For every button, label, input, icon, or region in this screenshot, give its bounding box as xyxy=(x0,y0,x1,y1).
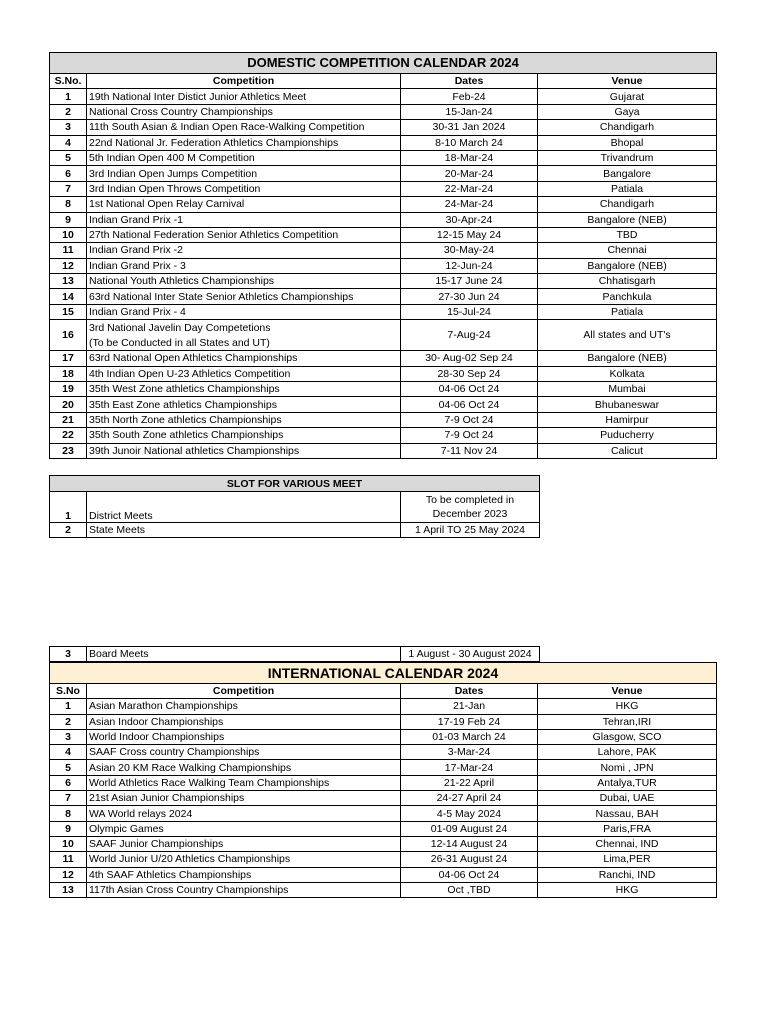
table-row xyxy=(50,867,717,882)
row-dates: 30-May-24 xyxy=(401,243,538,258)
row-competition: 39th Junoir National athletics Championships xyxy=(87,443,401,458)
row-sno: 5 xyxy=(50,760,87,775)
table-row xyxy=(50,197,717,212)
table-row xyxy=(50,320,717,351)
row-competition: World Junior U/20 Athletics Championships xyxy=(87,852,401,867)
row-venue: Bhubaneswar xyxy=(538,397,717,412)
table-row xyxy=(50,181,717,196)
row-dates: 3-Mar-24 xyxy=(401,745,538,760)
row-venue: Chandigarh xyxy=(538,120,717,135)
row-competition: 3rd Indian Open Jumps Competition xyxy=(87,166,401,181)
row-competition: 63rd National Open Athletics Championships xyxy=(87,351,401,366)
row-venue: Chennai, IND xyxy=(538,836,717,851)
row-sno: 21 xyxy=(50,412,87,427)
table-row xyxy=(50,523,540,538)
row-sno: 3 xyxy=(50,120,87,135)
slot-sno: 1 xyxy=(50,492,87,523)
row-sno: 2 xyxy=(50,104,87,119)
row-dates: 15-17 June 24 xyxy=(401,274,538,289)
row-competition: 3rd Indian Open Throws Competition xyxy=(87,181,401,196)
row-sno: 10 xyxy=(50,836,87,851)
header-competition: Competition xyxy=(87,684,401,699)
slot-period: 1 August - 30 August 2024 xyxy=(401,647,540,662)
row-competition: 35th South Zone athletics Championships xyxy=(87,428,401,443)
row-competition: Olympic Games xyxy=(87,821,401,836)
row-competition: 27th National Federation Senior Athletics Competition xyxy=(87,227,401,242)
row-dates: 04-06 Oct 24 xyxy=(401,382,538,397)
row-dates: 4-5 May 2024 xyxy=(401,806,538,821)
row-dates: 04-06 Oct 24 xyxy=(401,397,538,412)
row-venue: HKG xyxy=(538,699,717,714)
row-dates: 22-Mar-24 xyxy=(401,181,538,196)
row-venue: Ranchi, IND xyxy=(538,867,717,882)
row-competition: 35th West Zone athletics Championships xyxy=(87,382,401,397)
row-dates: 28-30 Sep 24 xyxy=(401,366,538,381)
row-sno: 9 xyxy=(50,212,87,227)
slot-meet: District Meets xyxy=(87,492,401,523)
table-row xyxy=(50,89,717,104)
row-sno: 2 xyxy=(50,714,87,729)
slot-sno: 3 xyxy=(50,647,87,662)
row-sno: 19 xyxy=(50,382,87,397)
row-dates: 24-Mar-24 xyxy=(401,197,538,212)
row-venue: Bangalore (NEB) xyxy=(538,351,717,366)
row-sno: 18 xyxy=(50,366,87,381)
row-venue: Bangalore (NEB) xyxy=(538,212,717,227)
row-competition: 1st National Open Relay Carnival xyxy=(87,197,401,212)
row-sno: 11 xyxy=(50,243,87,258)
table-row xyxy=(50,166,717,181)
row-sno: 22 xyxy=(50,428,87,443)
slot-table xyxy=(49,475,540,538)
row-sno: 16 xyxy=(50,320,87,351)
row-competition: Asian Marathon Championships xyxy=(87,699,401,714)
row-venue: Trivandrum xyxy=(538,150,717,165)
table-row xyxy=(50,760,717,775)
table-row xyxy=(50,806,717,821)
row-competition: 63rd National Inter State Senior Athletics Championships xyxy=(87,289,401,304)
row-dates: 7-11 Nov 24 xyxy=(401,443,538,458)
table-row xyxy=(50,714,717,729)
row-venue: All states and UT's xyxy=(538,320,717,351)
row-venue: Calicut xyxy=(538,443,717,458)
row-competition: 19th National Inter Distict Junior Athletics Meet xyxy=(87,89,401,104)
row-dates: 01-03 March 24 xyxy=(401,729,538,744)
row-competition xyxy=(87,320,401,351)
row-dates: 21-Jan xyxy=(401,699,538,714)
table-row xyxy=(50,647,540,662)
row-dates: 17-Mar-24 xyxy=(401,760,538,775)
row-dates: 7-9 Oct 24 xyxy=(401,428,538,443)
row-dates: 24-27 April 24 xyxy=(401,791,538,806)
row-venue: TBD xyxy=(538,227,717,242)
table-row xyxy=(50,729,717,744)
header-sno: S.No. xyxy=(50,74,87,89)
row-venue: Hamirpur xyxy=(538,412,717,427)
row-sno: 7 xyxy=(50,181,87,196)
row-competition: Indian Grand Prix - 4 xyxy=(87,304,401,319)
table-row xyxy=(50,304,717,319)
row-sno: 13 xyxy=(50,274,87,289)
row-competition: 35th North Zone athletics Championships xyxy=(87,412,401,427)
slot-period: To be completed in December 2023 xyxy=(401,492,540,523)
row-dates: 26-31 August 24 xyxy=(401,852,538,867)
row-venue: Nassau, BAH xyxy=(538,806,717,821)
table-row xyxy=(50,699,717,714)
row-venue: Panchkula xyxy=(538,289,717,304)
row-venue: Mumbai xyxy=(538,382,717,397)
competition-line-2: (To be Conducted in all States and UT) xyxy=(89,336,270,349)
row-competition: Indian Grand Prix -2 xyxy=(87,243,401,258)
row-dates: Oct ,TBD xyxy=(401,882,538,897)
row-competition: 21st Asian Junior Championships xyxy=(87,791,401,806)
table-row xyxy=(50,382,717,397)
row-competition: Indian Grand Prix - 3 xyxy=(87,258,401,273)
row-competition: 117th Asian Cross Country Championships xyxy=(87,882,401,897)
row-competition: World Athletics Race Walking Team Championships xyxy=(87,775,401,790)
row-dates: 30-31 Jan 2024 xyxy=(401,120,538,135)
row-dates: 12-14 August 24 xyxy=(401,836,538,851)
international-title-row xyxy=(50,663,717,684)
row-dates: 30- Aug-02 Sep 24 xyxy=(401,351,538,366)
row-venue: Lahore, PAK xyxy=(538,745,717,760)
row-venue: Bangalore xyxy=(538,166,717,181)
row-dates: 7-9 Oct 24 xyxy=(401,412,538,427)
row-dates: 18-Mar-24 xyxy=(401,150,538,165)
row-venue: Bhopal xyxy=(538,135,717,150)
table-row xyxy=(50,836,717,851)
row-venue: Kolkata xyxy=(538,366,717,381)
row-competition: Asian 20 KM Race Walking Championships xyxy=(87,760,401,775)
row-sno: 7 xyxy=(50,791,87,806)
row-dates: 15-Jul-24 xyxy=(401,304,538,319)
domestic-header-row xyxy=(50,74,717,89)
row-dates: 01-09 August 24 xyxy=(401,821,538,836)
row-sno: 5 xyxy=(50,150,87,165)
row-venue: Gaya xyxy=(538,104,717,119)
row-competition: National Youth Athletics Championships xyxy=(87,274,401,289)
row-sno: 8 xyxy=(50,806,87,821)
header-dates: Dates xyxy=(401,684,538,699)
table-row xyxy=(50,289,717,304)
header-venue: Venue xyxy=(538,74,717,89)
table-row xyxy=(50,882,717,897)
table-row xyxy=(50,227,717,242)
row-venue: Nomi , JPN xyxy=(538,760,717,775)
row-venue: Patiala xyxy=(538,304,717,319)
row-sno: 20 xyxy=(50,397,87,412)
row-sno: 3 xyxy=(50,729,87,744)
row-competition: SAAF Junior Championships xyxy=(87,836,401,851)
row-competition: WA World relays 2024 xyxy=(87,806,401,821)
table-row xyxy=(50,212,717,227)
table-row xyxy=(50,745,717,760)
table-row xyxy=(50,135,717,150)
header-venue: Venue xyxy=(538,684,717,699)
table-row xyxy=(50,775,717,790)
table-row xyxy=(50,258,717,273)
row-competition: National Cross Country Championships xyxy=(87,104,401,119)
table-row xyxy=(50,428,717,443)
slot-period: 1 April TO 25 May 2024 xyxy=(401,523,540,538)
row-venue: Glasgow, SCO xyxy=(538,729,717,744)
row-sno: 12 xyxy=(50,258,87,273)
header-dates: Dates xyxy=(401,74,538,89)
row-venue: HKG xyxy=(538,882,717,897)
row-competition: Indian Grand Prix -1 xyxy=(87,212,401,227)
row-dates: 27-30 Jun 24 xyxy=(401,289,538,304)
row-competition: 22nd National Jr. Federation Athletics Championships xyxy=(87,135,401,150)
row-dates: 21-22 April xyxy=(401,775,538,790)
table-row xyxy=(50,150,717,165)
domestic-title-row xyxy=(50,53,717,74)
domestic-calendar-table xyxy=(49,52,717,459)
row-competition: 4th SAAF Athletics Championships xyxy=(87,867,401,882)
competition-line-1: 3rd National Javelin Day Competetions xyxy=(89,321,271,334)
table-row xyxy=(50,366,717,381)
header-competition: Competition xyxy=(87,74,401,89)
row-dates: 8-10 March 24 xyxy=(401,135,538,150)
slot-meet: State Meets xyxy=(87,523,401,538)
table-row xyxy=(50,274,717,289)
row-dates: 7-Aug-24 xyxy=(401,320,538,351)
row-competition: 11th South Asian & Indian Open Race-Walking Competition xyxy=(87,120,401,135)
row-sno: 15 xyxy=(50,304,87,319)
row-dates: 30-Apr-24 xyxy=(401,212,538,227)
row-dates: Feb-24 xyxy=(401,89,538,104)
table-row xyxy=(50,443,717,458)
international-title: INTERNATIONAL CALENDAR 2024 xyxy=(50,663,717,684)
row-dates: 20-Mar-24 xyxy=(401,166,538,181)
row-sno: 1 xyxy=(50,699,87,714)
row-dates: 17-19 Feb 24 xyxy=(401,714,538,729)
table-row xyxy=(50,351,717,366)
row-venue: Patiala xyxy=(538,181,717,196)
row-sno: 17 xyxy=(50,351,87,366)
row-competition: 5th Indian Open 400 M Competition xyxy=(87,150,401,165)
table-row xyxy=(50,852,717,867)
row-venue: Bangalore (NEB) xyxy=(538,258,717,273)
slot-title: SLOT FOR VARIOUS MEET xyxy=(50,476,540,492)
row-venue: Tehran,IRI xyxy=(538,714,717,729)
row-sno: 1 xyxy=(50,89,87,104)
table-row xyxy=(50,104,717,119)
slot-sno: 2 xyxy=(50,523,87,538)
table-row xyxy=(50,243,717,258)
table-row xyxy=(50,120,717,135)
row-venue: Chhatisgarh xyxy=(538,274,717,289)
table-row xyxy=(50,397,717,412)
row-sno: 9 xyxy=(50,821,87,836)
row-competition: 35th East Zone athletics Championships xyxy=(87,397,401,412)
table-row xyxy=(50,492,540,523)
table-row xyxy=(50,412,717,427)
row-competition: Asian Indoor Championships xyxy=(87,714,401,729)
row-competition: SAAF Cross country Championships xyxy=(87,745,401,760)
row-sno: 4 xyxy=(50,745,87,760)
international-header-row xyxy=(50,684,717,699)
domestic-title: DOMESTIC COMPETITION CALENDAR 2024 xyxy=(50,53,717,74)
row-sno: 10 xyxy=(50,227,87,242)
slot-title-row xyxy=(50,476,540,492)
table-row xyxy=(50,821,717,836)
row-sno: 23 xyxy=(50,443,87,458)
row-venue: Gujarat xyxy=(538,89,717,104)
row-competition: 4th Indian Open U-23 Athletics Competition xyxy=(87,366,401,381)
row-venue: Puducherry xyxy=(538,428,717,443)
row-venue: Lima,PER xyxy=(538,852,717,867)
header-sno: S.No xyxy=(50,684,87,699)
row-sno: 14 xyxy=(50,289,87,304)
row-sno: 6 xyxy=(50,775,87,790)
table-row xyxy=(50,791,717,806)
row-venue: Chennai xyxy=(538,243,717,258)
row-sno: 13 xyxy=(50,882,87,897)
slot-meet: Board Meets xyxy=(87,647,401,662)
row-sno: 4 xyxy=(50,135,87,150)
row-dates: 12-Jun-24 xyxy=(401,258,538,273)
row-venue: Chandigarh xyxy=(538,197,717,212)
row-sno: 8 xyxy=(50,197,87,212)
row-dates: 12-15 May 24 xyxy=(401,227,538,242)
international-calendar-table xyxy=(49,662,717,898)
board-meets-table xyxy=(49,646,540,662)
row-venue: Antalya,TUR xyxy=(538,775,717,790)
row-venue: Dubai, UAE xyxy=(538,791,717,806)
row-competition: World Indoor Championships xyxy=(87,729,401,744)
row-dates: 15-Jan-24 xyxy=(401,104,538,119)
row-sno: 11 xyxy=(50,852,87,867)
row-venue: Paris,FRA xyxy=(538,821,717,836)
row-sno: 6 xyxy=(50,166,87,181)
row-sno: 12 xyxy=(50,867,87,882)
row-dates: 04-06 Oct 24 xyxy=(401,867,538,882)
